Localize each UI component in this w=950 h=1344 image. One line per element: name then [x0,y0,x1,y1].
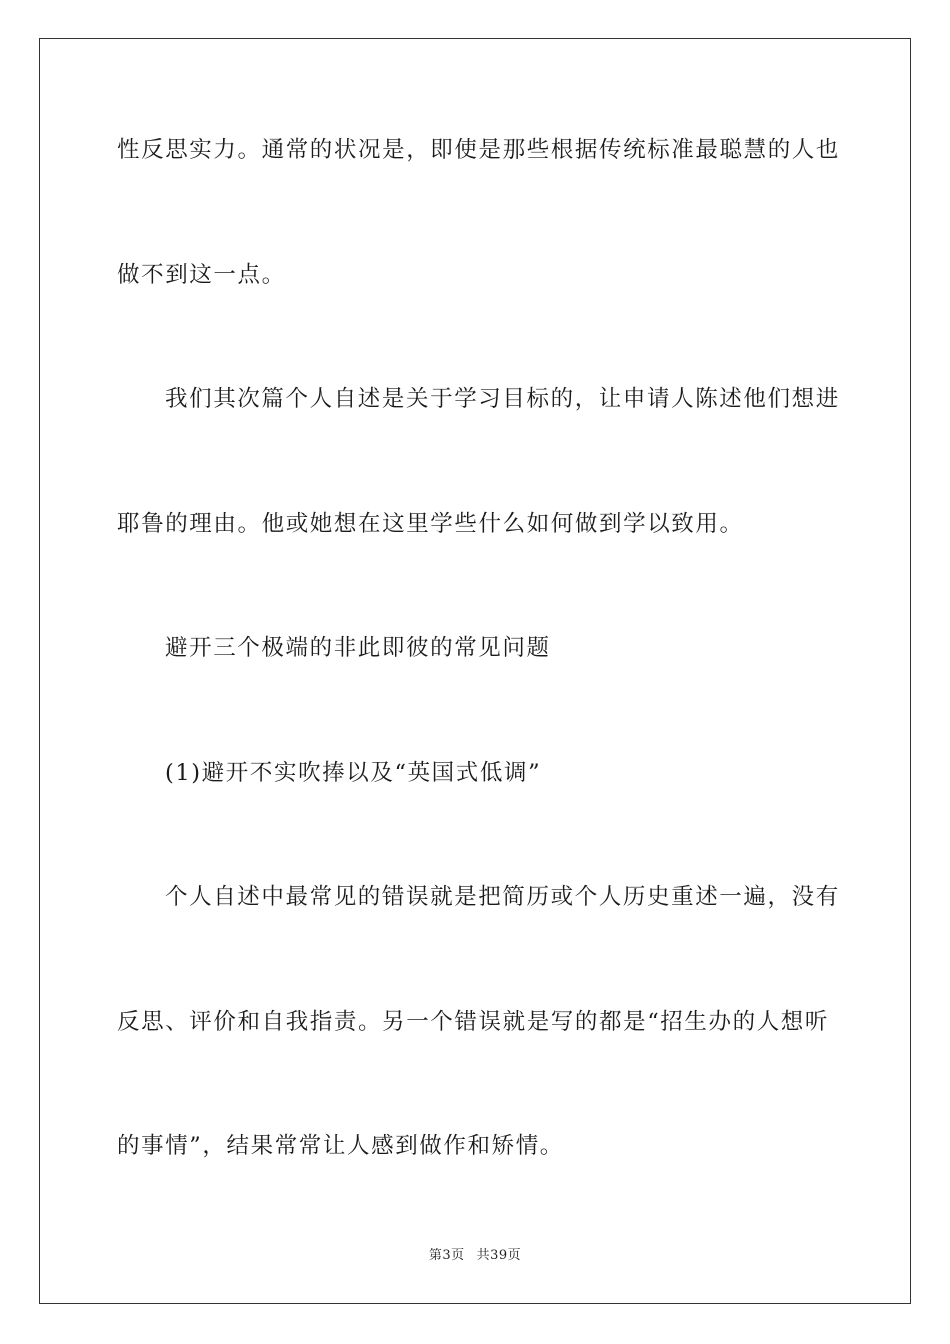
paragraph-line: 我们其次篇个人自述是关于学习目标的，让申请人陈述他们想进 [165,386,840,412]
paragraph-line: 耶鲁的理由。他或她想在这里学些什么如何做到学以致用。 [117,511,744,537]
page-number-total: 共39页 [476,1248,522,1263]
paragraph-line: 反思、评价和自我指责。另一个错误就是写的都是“招生办的人想听 [117,1009,830,1035]
page-number-current: 第3页 [428,1248,465,1263]
paragraph-line: 的事情”，结果常常让人感到做作和矫情。 [117,1133,564,1159]
paragraph-line: 个人自述中最常见的错误就是把简历或个人历史重述一遍，没有 [165,884,840,910]
page-footer [0,1247,950,1265]
page-border [39,38,911,1304]
section-heading: 避开三个极端的非此即彼的常见问题 [165,635,551,661]
paragraph-line: 性反思实力。通常的状况是，即使是那些根据传统标准最聪慧的人也 [117,137,841,163]
subsection-heading: (1)避开不实吹捧以及“英国式低调” [165,760,542,786]
paragraph-line: 做不到这一点。 [117,262,286,288]
